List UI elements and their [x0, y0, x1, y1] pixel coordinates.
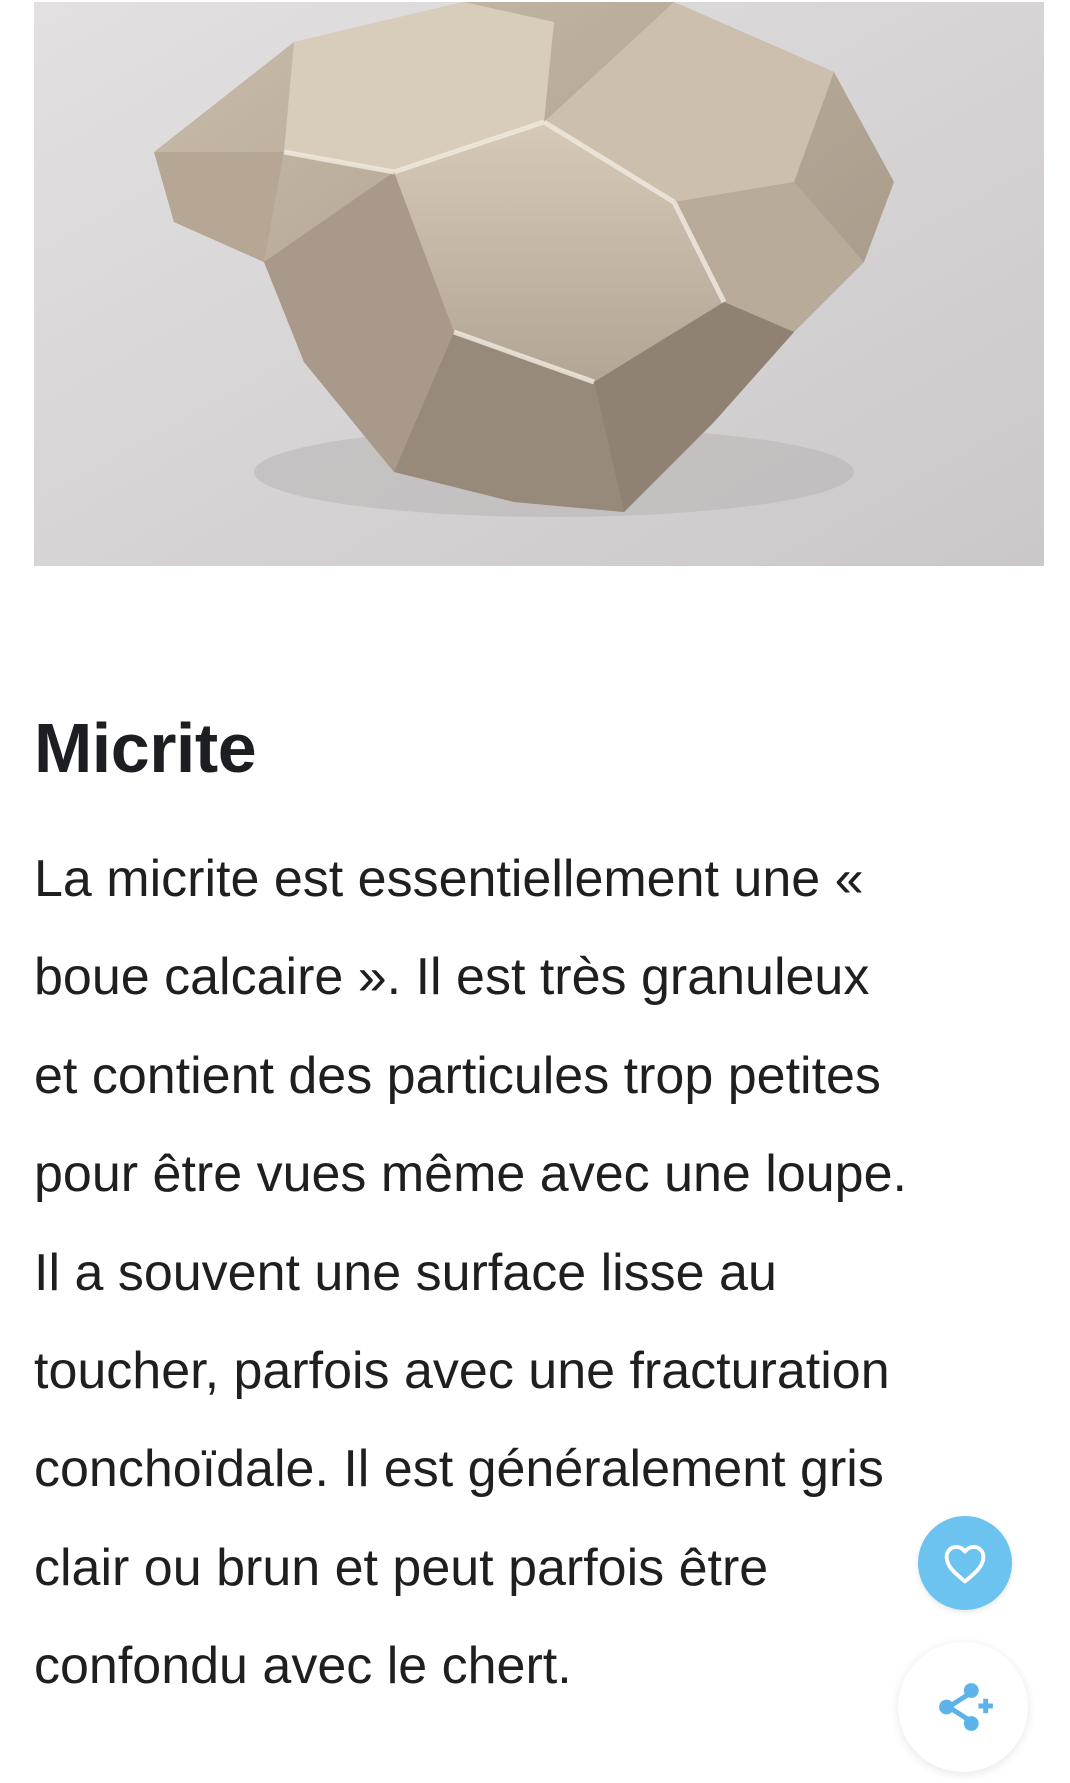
- heart-icon: [939, 1537, 991, 1589]
- paragraph-line: et contient des particules trop petites: [34, 1046, 881, 1105]
- share-button[interactable]: [898, 1642, 1028, 1772]
- paragraph-line: pour être vues même avec une loupe.: [34, 1145, 907, 1204]
- paragraph-line: Il a souvent une surface lisse au: [34, 1243, 777, 1302]
- rock-image: [34, 2, 1044, 566]
- hero-image: [34, 2, 1044, 566]
- article-title: Micrite: [34, 709, 257, 787]
- paragraph-line: clair ou brun et peut parfois être: [34, 1538, 769, 1597]
- article-paragraph: [34, 830, 1044, 1716]
- paragraph-line: La micrite est essentiellement une «: [34, 850, 864, 908]
- paragraph-line: boue calcaire ». Il est très granuleux: [34, 948, 870, 1007]
- paragraph-line: conchoïdale. Il est généralement gris: [34, 1440, 884, 1499]
- like-button[interactable]: [918, 1516, 1012, 1610]
- paragraph-line: confondu avec le chert.: [34, 1637, 572, 1696]
- share-add-icon: [930, 1674, 996, 1740]
- paragraph-line: toucher, parfois avec une fracturation: [34, 1342, 890, 1401]
